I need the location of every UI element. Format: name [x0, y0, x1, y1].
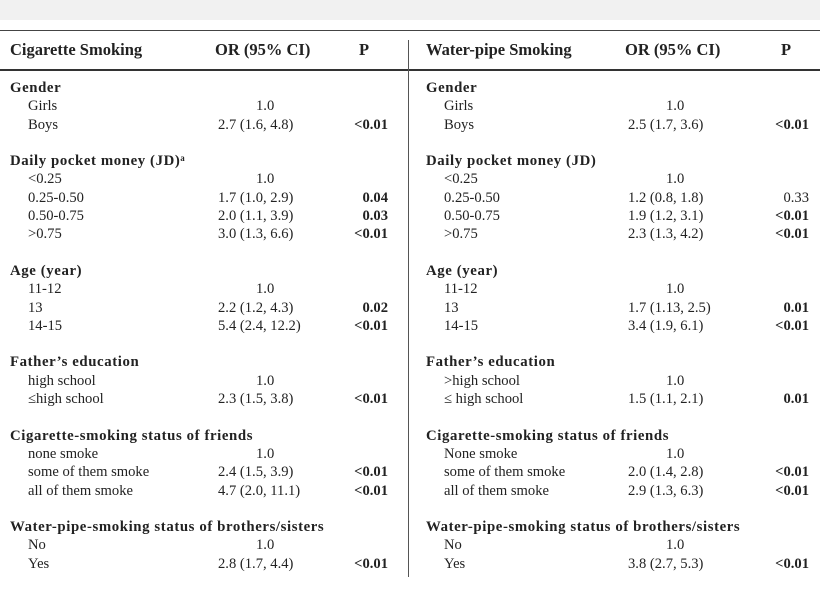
column-header-p: P [781, 40, 792, 59]
p-value-cell: <0.01 [775, 555, 809, 572]
row-label: 0.25-0.50 [28, 189, 84, 206]
category-heading [0, 153, 405, 171]
category-label: Age (year) [10, 262, 83, 279]
category-heading [415, 263, 820, 281]
category-label: Gender [426, 80, 478, 96]
row-label: some of them smoke [28, 464, 150, 481]
row-label: none smoke [28, 445, 99, 462]
row-label: No [28, 537, 46, 554]
row-spacer [0, 501, 405, 519]
row-label: <0.25 [444, 171, 478, 188]
p-value-cell: <0.01 [775, 208, 809, 225]
row-label: >high school [444, 372, 520, 389]
column-header-p: P [359, 40, 370, 59]
category-label: Cigarette-smoking status of friends [10, 427, 254, 444]
table-row [0, 318, 405, 336]
row-label: Yes [28, 555, 50, 572]
table-row [0, 464, 405, 482]
odds-ratio-cell: 1.0 [256, 537, 275, 554]
table-row [415, 281, 820, 299]
row-spacer [0, 245, 405, 263]
row-label: 0.50-0.75 [28, 208, 84, 225]
odds-ratio-cell: 3.4 (1.9, 6.1) [628, 317, 704, 334]
table-row [0, 190, 405, 208]
row-label: 0.25-0.50 [444, 189, 500, 206]
category-heading [0, 428, 405, 446]
row-label: 0.50-0.75 [444, 208, 500, 225]
p-value-cell: 0.33 [783, 189, 809, 206]
table-row [0, 300, 405, 318]
odds-ratio-cell: 1.0 [256, 281, 275, 298]
category-heading [415, 80, 820, 98]
column-header-title: Water-pipe Smoking [426, 40, 572, 59]
row-label: Boys [28, 116, 59, 133]
odds-ratio-cell: 2.5 (1.7, 3.6) [628, 116, 704, 133]
row-label: 11-12 [28, 281, 62, 298]
panel-divider [408, 40, 409, 577]
odds-ratio-cell: 1.0 [666, 98, 685, 115]
odds-ratio-cell: 1.0 [666, 445, 685, 462]
odds-ratio-cell: 1.9 (1.2, 3.1) [628, 208, 704, 225]
row-label: No [444, 537, 462, 554]
table-row [415, 117, 820, 135]
table-row [0, 117, 405, 135]
row-spacer [415, 135, 820, 153]
p-value-cell: <0.01 [775, 482, 809, 499]
row-label: <0.25 [28, 171, 62, 188]
p-value-cell: 0.03 [362, 208, 388, 225]
table-row [0, 446, 405, 464]
column-header-or: OR (95% CI) [625, 40, 721, 59]
p-value-cell: <0.01 [775, 116, 809, 133]
category-label: Daily pocket money (JD) [426, 153, 597, 170]
p-value-cell: <0.01 [354, 555, 388, 572]
category-heading [0, 263, 405, 281]
table-row [415, 208, 820, 226]
odds-ratio-cell: 1.0 [256, 445, 275, 462]
category-heading [415, 354, 820, 372]
odds-ratio-cell: 2.0 (1.4, 2.8) [628, 464, 704, 481]
row-label: 11-12 [444, 281, 478, 298]
table-row [415, 98, 820, 116]
category-heading [0, 354, 405, 372]
category-heading [415, 428, 820, 446]
category-label: Gender [10, 80, 62, 96]
row-label: Boys [444, 116, 475, 133]
p-value-cell: <0.01 [354, 464, 388, 481]
p-value-cell: 0.04 [362, 189, 388, 206]
odds-ratio-cell: 1.0 [666, 372, 685, 389]
odds-ratio-cell: 2.3 (1.5, 3.8) [218, 391, 294, 408]
p-value-cell: <0.01 [354, 317, 388, 334]
category-label: Father’s education [426, 354, 556, 371]
p-value-cell: <0.01 [775, 226, 809, 243]
row-label: Yes [444, 555, 466, 572]
odds-ratio-cell: 1.0 [666, 281, 685, 298]
category-heading [0, 80, 405, 98]
odds-ratio-cell: 1.0 [666, 171, 685, 188]
category-label: Cigarette-smoking status of friends [426, 427, 670, 444]
column-header-title: Cigarette Smoking [10, 40, 143, 59]
row-label: >0.75 [28, 226, 62, 243]
odds-ratio-cell: 5.4 (2.4, 12.2) [218, 317, 301, 334]
table-row [0, 373, 405, 391]
p-value-cell: <0.01 [354, 482, 388, 499]
row-spacer [0, 336, 405, 354]
p-value-cell: 0.02 [362, 299, 388, 316]
table-row [0, 391, 405, 409]
category-label: Daily pocket money (JD)ᵃ [10, 153, 186, 170]
odds-ratio-cell: 2.9 (1.3, 6.3) [628, 482, 704, 499]
column-header-or: OR (95% CI) [215, 40, 311, 59]
row-label: ≤high school [28, 391, 104, 408]
row-spacer [415, 245, 820, 263]
odds-ratio-cell: 4.7 (2.0, 11.1) [218, 482, 301, 499]
p-value-cell: 0.01 [783, 391, 809, 408]
table-row [415, 373, 820, 391]
odds-ratio-cell: 2.3 (1.3, 4.2) [628, 226, 704, 243]
row-label: 14-15 [28, 317, 63, 334]
water-pipe-smoking-rows [415, 80, 820, 574]
row-label: >0.75 [444, 226, 478, 243]
table-row [415, 537, 820, 555]
row-label: high school [28, 372, 96, 389]
odds-ratio-cell: 3.0 (1.3, 6.6) [218, 226, 294, 243]
row-label: ≤ high school [444, 391, 524, 408]
table-row [0, 483, 405, 501]
cigarette-smoking-rows [0, 80, 405, 574]
table-row [0, 208, 405, 226]
category-label: Age (year) [426, 262, 499, 279]
odds-ratio-cell: 1.7 (1.0, 2.9) [218, 189, 294, 206]
odds-ratio-cell: 2.7 (1.6, 4.8) [218, 116, 294, 133]
row-label: Girls [444, 98, 474, 115]
row-label: 13 [444, 299, 459, 316]
table-row [0, 226, 405, 244]
table-row [0, 98, 405, 116]
category-heading [415, 153, 820, 171]
row-label: some of them smoke [444, 464, 566, 481]
row-label: Girls [28, 98, 58, 115]
category-label: Father’s education [10, 354, 140, 371]
odds-ratio-cell: 1.5 (1.1, 2.1) [628, 391, 704, 408]
category-heading [0, 519, 405, 537]
table-row [415, 318, 820, 336]
p-value-cell: 0.01 [783, 299, 809, 316]
odds-ratio-cell: 1.0 [666, 537, 685, 554]
odds-ratio-cell: 2.4 (1.5, 3.9) [218, 464, 294, 481]
table-row [415, 190, 820, 208]
table-row [0, 537, 405, 555]
odds-ratio-cell: 1.0 [256, 171, 275, 188]
row-spacer [415, 501, 820, 519]
p-value-cell: <0.01 [354, 391, 388, 408]
table-row [0, 556, 405, 574]
row-label: 13 [28, 299, 43, 316]
water-pipe-smoking-panel [415, 0, 820, 589]
table-row [415, 391, 820, 409]
p-value-cell: <0.01 [775, 464, 809, 481]
row-label: all of them smoke [444, 482, 549, 499]
odds-ratio-cell: 2.2 (1.2, 4.3) [218, 299, 294, 316]
row-spacer [0, 135, 405, 153]
odds-ratio-cell: 1.0 [256, 372, 275, 389]
table-row [415, 446, 820, 464]
p-value-cell: <0.01 [354, 116, 388, 133]
table-row [415, 464, 820, 482]
table-row [0, 281, 405, 299]
table-row [415, 226, 820, 244]
odds-ratio-cell: 2.8 (1.7, 4.4) [218, 555, 294, 572]
table-row [415, 483, 820, 501]
row-label: None smoke [444, 445, 518, 462]
p-value-cell: <0.01 [775, 317, 809, 334]
category-heading [415, 519, 820, 537]
row-spacer [415, 409, 820, 427]
odds-ratio-cell: 3.8 (2.7, 5.3) [628, 555, 704, 572]
table-row [415, 300, 820, 318]
category-label: Water-pipe-smoking status of brothers/sisters [426, 519, 741, 536]
row-spacer [0, 409, 405, 427]
odds-ratio-cell: 2.0 (1.1, 3.9) [218, 208, 294, 225]
p-value-cell: <0.01 [354, 226, 388, 243]
category-label: Water-pipe-smoking status of brothers/sisters [10, 519, 325, 536]
odds-ratio-cell: 1.7 (1.13, 2.5) [628, 299, 711, 316]
table-row [415, 556, 820, 574]
row-spacer [415, 336, 820, 354]
odds-ratio-cell: 1.2 (0.8, 1.8) [628, 189, 704, 206]
row-label: all of them smoke [28, 482, 133, 499]
row-label: 14-15 [444, 317, 479, 334]
table-row [0, 171, 405, 189]
odds-ratio-cell: 1.0 [256, 98, 275, 115]
table-row [415, 171, 820, 189]
cigarette-smoking-panel [0, 0, 405, 589]
